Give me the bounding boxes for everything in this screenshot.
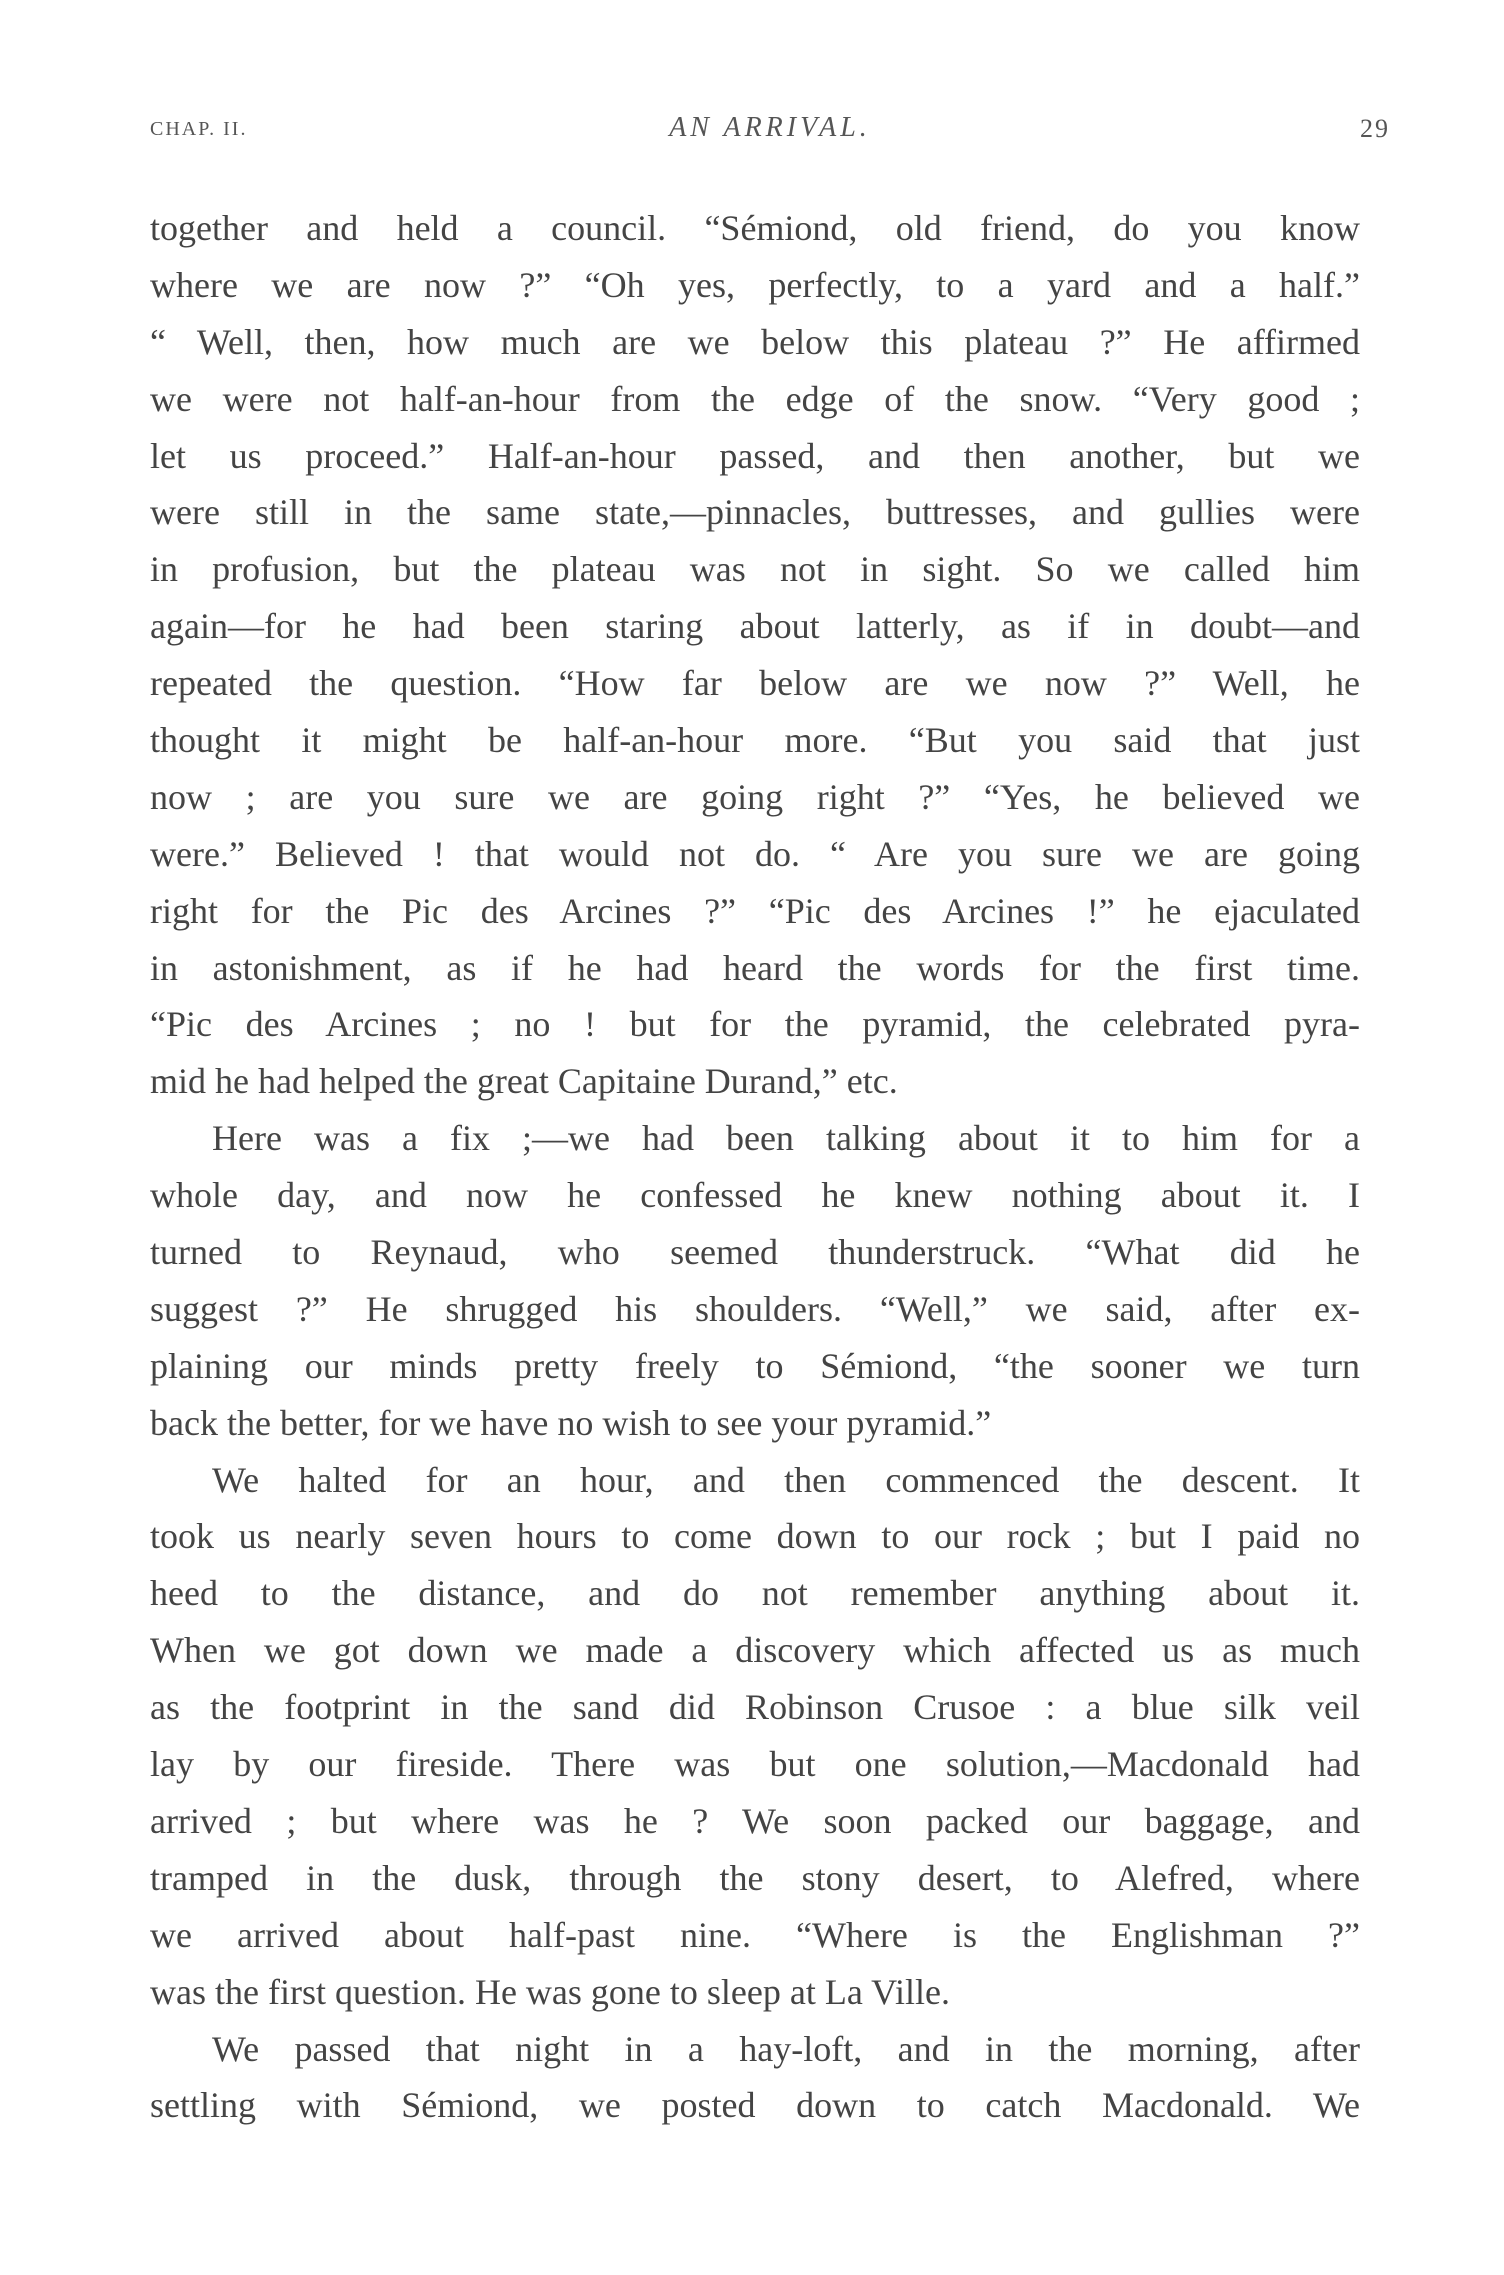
text-line: was the first question. He was gone to sleep at La Ville. bbox=[150, 1971, 950, 2012]
text-line: “Pic des Arcines ; no ! but for the pyramid, the celebrated pyra- bbox=[150, 1004, 1360, 1045]
text-line: arrived ; but where was he ? We soon packed our baggage, and bbox=[150, 1800, 1360, 1841]
text-line: were still in the same state,—pinnacles, buttresses, and gullies were bbox=[150, 492, 1360, 533]
page-number: 29 bbox=[1360, 114, 1390, 143]
text-line: settling with Sémiond, we posted down to catch Macdonald. We bbox=[150, 2085, 1360, 2126]
text-line: we arrived about half-past nine. “Where is the Englishman ?” bbox=[150, 1914, 1360, 1955]
text-line: thought it might be half-an-hour more. “But you said that just bbox=[150, 720, 1360, 761]
text-line: plaining our minds pretty freely to Sémiond, “the sooner we turn bbox=[150, 1345, 1360, 1386]
text-line: where we are now ?” “Oh yes, perfectly, to a yard and a half.” bbox=[150, 264, 1360, 305]
text-line: were.” Believed ! that would not do. “ Are you sure we are going bbox=[150, 833, 1360, 874]
text-line: again—for he had been staring about latterly, as if in doubt—and bbox=[150, 606, 1360, 647]
running-title: AN ARRIVAL. bbox=[669, 112, 871, 143]
text-line: mid he had helped the great Capitaine Durand,” etc. bbox=[150, 1061, 898, 1102]
text-line: suggest ?” He shrugged his shoulders. “Well,” we said, after ex- bbox=[150, 1288, 1360, 1329]
running-head bbox=[150, 112, 1390, 152]
text-line: now ; are you sure we are going right ?” “Yes, he believed we bbox=[150, 776, 1360, 817]
text-line: We passed that night in a hay-loft, and in the morning, after bbox=[212, 2028, 1360, 2069]
text-line: in astonishment, as if he had heard the words for the first time. bbox=[150, 947, 1360, 988]
text-line: tramped in the dusk, through the stony desert, to Alefred, where bbox=[150, 1857, 1360, 1898]
chapter-label: CHAP. II. bbox=[150, 118, 248, 140]
text-line: repeated the question. “How far below are we now ?” Well, he bbox=[150, 663, 1360, 704]
text-line: right for the Pic des Arcines ?” “Pic des Arcines !” he ejaculated bbox=[150, 890, 1360, 931]
body-text bbox=[150, 200, 1360, 2134]
text-line: back the better, for we have no wish to see your pyramid.” bbox=[150, 1402, 992, 1443]
text-line: together and held a council. “Sémiond, old friend, do you know bbox=[150, 208, 1360, 248]
text-line: heed to the distance, and do not remember anything about it. bbox=[150, 1573, 1360, 1614]
text-line: We halted for an hour, and then commenced the descent. It bbox=[212, 1459, 1360, 1500]
text-line: let us proceed.” Half-an-hour passed, and then another, but we bbox=[150, 435, 1360, 476]
text-line: “ Well, then, how much are we below this plateau ?” He affirmed bbox=[150, 321, 1360, 362]
text-line: turned to Reynaud, who seemed thunderstruck. “What did he bbox=[150, 1232, 1360, 1273]
text-line: as the footprint in the sand did Robinson Crusoe : a blue silk veil bbox=[150, 1687, 1360, 1728]
text-line: When we got down we made a discovery which affected us as much bbox=[150, 1630, 1360, 1671]
text-line: lay by our fireside. There was but one solution,—Macdonald had bbox=[150, 1744, 1360, 1785]
text-line: in profusion, but the plateau was not in sight. So we called him bbox=[150, 549, 1360, 590]
text-line: took us nearly seven hours to come down to our rock ; but I paid no bbox=[150, 1516, 1360, 1557]
text-line: we were not half-an-hour from the edge of the snow. “Very good ; bbox=[150, 378, 1360, 419]
text-line: Here was a fix ;—we had been talking about it to him for a bbox=[212, 1118, 1360, 1159]
text-line: whole day, and now he confessed he knew nothing about it. I bbox=[150, 1175, 1360, 1216]
